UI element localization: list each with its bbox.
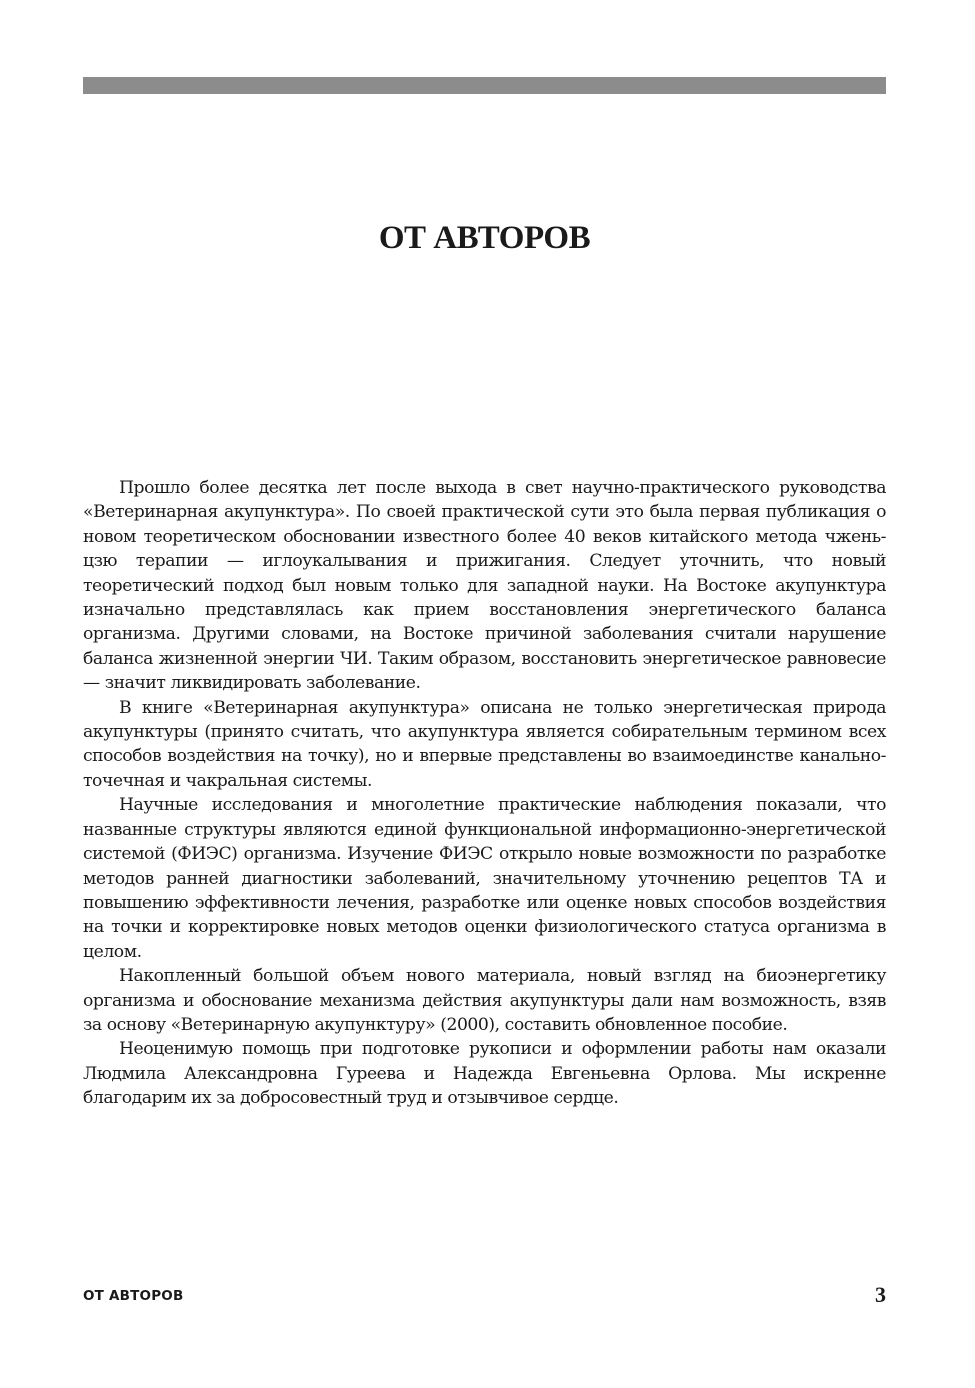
page-number: 3 <box>875 1282 886 1307</box>
body-text <box>83 476 886 1111</box>
paragraph-2: В книге «Ветеринарная акупунктура» описана не только энергетическая природа акупунктуры (принято считать, что акупунктура является собирательным термином всех способов воздействия на точку), но и впервые представлены во взаимоединстве канально-точечная и чакральная системы. <box>83 697 886 791</box>
chapter-title: ОТ АВТОРОВ <box>378 220 591 256</box>
paragraph-1: Прошло более десятка лет после выхода в свет научно-практического руководства «Ветеринарная акупунктура». По своей практической сути это была первая публикация о новом теоретическом обосновании известного более 40 веков китайского метода чжень-цзю терапии — иглоукалывания и прижигания. Следует уточнить, что новый теоретический подход был новым только для западной науки. На Востоке акупунктура изначально представлялась как прием восстановления энергетического баланса организма. Другими словами, на Востоке причиной заболевания считали нарушение баланса жизненной энергии ЧИ. Таким образом, восстановить энергетическое равновесие — значит ликвидировать заболевание. <box>83 478 886 694</box>
header-rule <box>83 77 886 94</box>
running-title: ОТ АВТОРОВ <box>83 1288 184 1304</box>
page-footer <box>83 1282 886 1306</box>
paragraph-5: Неоценимую помощь при подготовке рукописи и оформлении работы нам оказали Людмила Александровна Гуреева и Надежда Евгеньевна Орлова. Мы искренне благодарим их за добросовестный труд и отзывчивое сердце. <box>83 1039 886 1109</box>
paragraph-4: Накопленный большой объем нового материала, новый взгляд на биоэнергетику организма и обоснование механизма действия акупунктуры дали нам возможность, взяв за основу «Ветеринарную акупунктуру» (2000), составить обновленное пособие. <box>83 966 886 1035</box>
paragraph-3: Научные исследования и многолетние практические наблюдения показали, что названные структуры являются единой функциональной информационно-энергетической системой (ФИЭС) организма. Изучение ФИЭС открыло новые возможности по разработке методов ранней диагностики заболеваний, значительному уточнению рецептов ТА и повышению эффективности лечения, разработке или оценке новых способов воздействия на точки и корректировке новых методов оценки физиологического статуса организма в целом. <box>83 795 886 962</box>
